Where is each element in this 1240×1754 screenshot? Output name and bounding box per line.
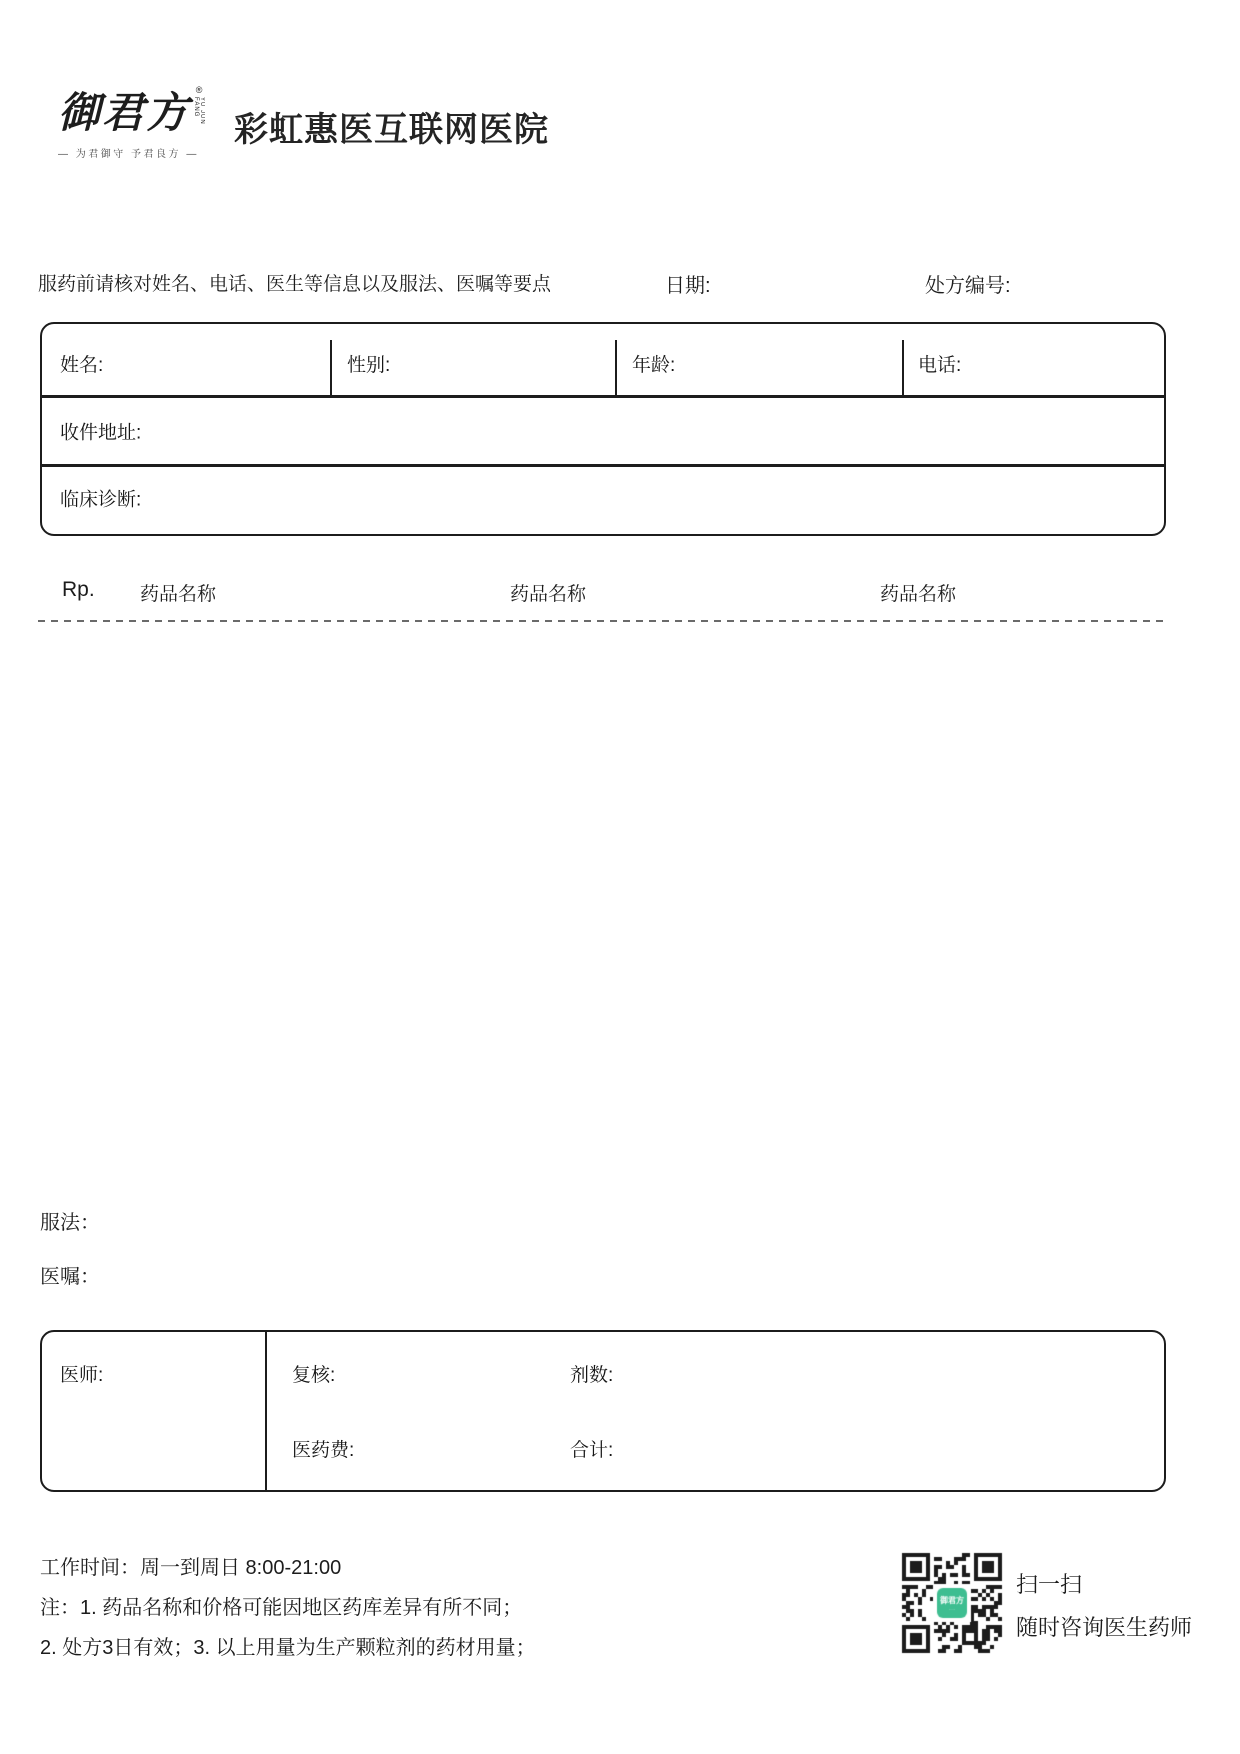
usage-label: 服法： [40,1212,100,1234]
diagnosis-row [42,467,1164,529]
qr-code [900,1551,1004,1655]
column-divider [265,1332,267,1490]
patient-info-box [40,322,1166,536]
brand-logo [58,85,228,160]
column-divider [902,340,904,395]
drug-name-column-header: 药品名称 [510,584,587,605]
name-label: 姓名: [60,355,104,376]
column-divider [330,340,332,395]
brand-logo-romanization: YU JUN FANG [193,97,206,125]
registered-trademark-icon: ® [195,85,203,95]
drug-name-column-header: 药品名称 [880,584,957,605]
patient-identity-row [42,324,1164,398]
dashed-separator [38,620,1168,622]
age-label: 年龄: [632,355,676,376]
note-line-1: 注：1. 药品名称和价格可能因地区药库差异有所不同； [40,1597,523,1619]
rp-label: Rp. [62,578,95,601]
brand-logo-text: 御君方 [58,88,191,137]
working-hours-text: 工作时间：周一到周日 8:00-21:00 [40,1557,342,1579]
fee-label: 医药费: [292,1440,355,1461]
date-label: 日期: [665,275,711,297]
total-label: 合计: [570,1440,614,1461]
qr-scan-title: 扫一扫 [1016,1572,1083,1597]
hospital-name: 彩虹惠医互联网医院 [234,111,549,149]
diagnosis-label: 临床诊断: [60,489,142,511]
drug-name-column-header: 药品名称 [140,584,217,605]
note-line-2: 2. 处方3日有效；3. 以上用量为生产颗粒剂的药材用量； [40,1637,536,1659]
reviewer-label: 复核: [292,1365,336,1386]
column-divider [615,340,617,395]
check-reminder-text: 服药前请核对姓名、电话、医生等信息以及服法、医嘱等要点 [38,274,552,295]
physician-label: 医师: [60,1365,104,1386]
address-row [42,398,1164,467]
phone-label: 电话: [918,355,962,376]
advice-label: 医嘱： [40,1266,100,1288]
address-label: 收件地址: [60,422,142,444]
doses-label: 剂数: [570,1365,614,1386]
gender-label: 性别: [347,355,391,376]
rx-number-label: 处方编号: [925,275,1011,297]
signature-box [40,1330,1166,1492]
qr-scan-subtitle: 随时咨询医生药师 [1016,1615,1193,1640]
brand-tagline: — 为君御守 予君良方 — [58,149,199,160]
